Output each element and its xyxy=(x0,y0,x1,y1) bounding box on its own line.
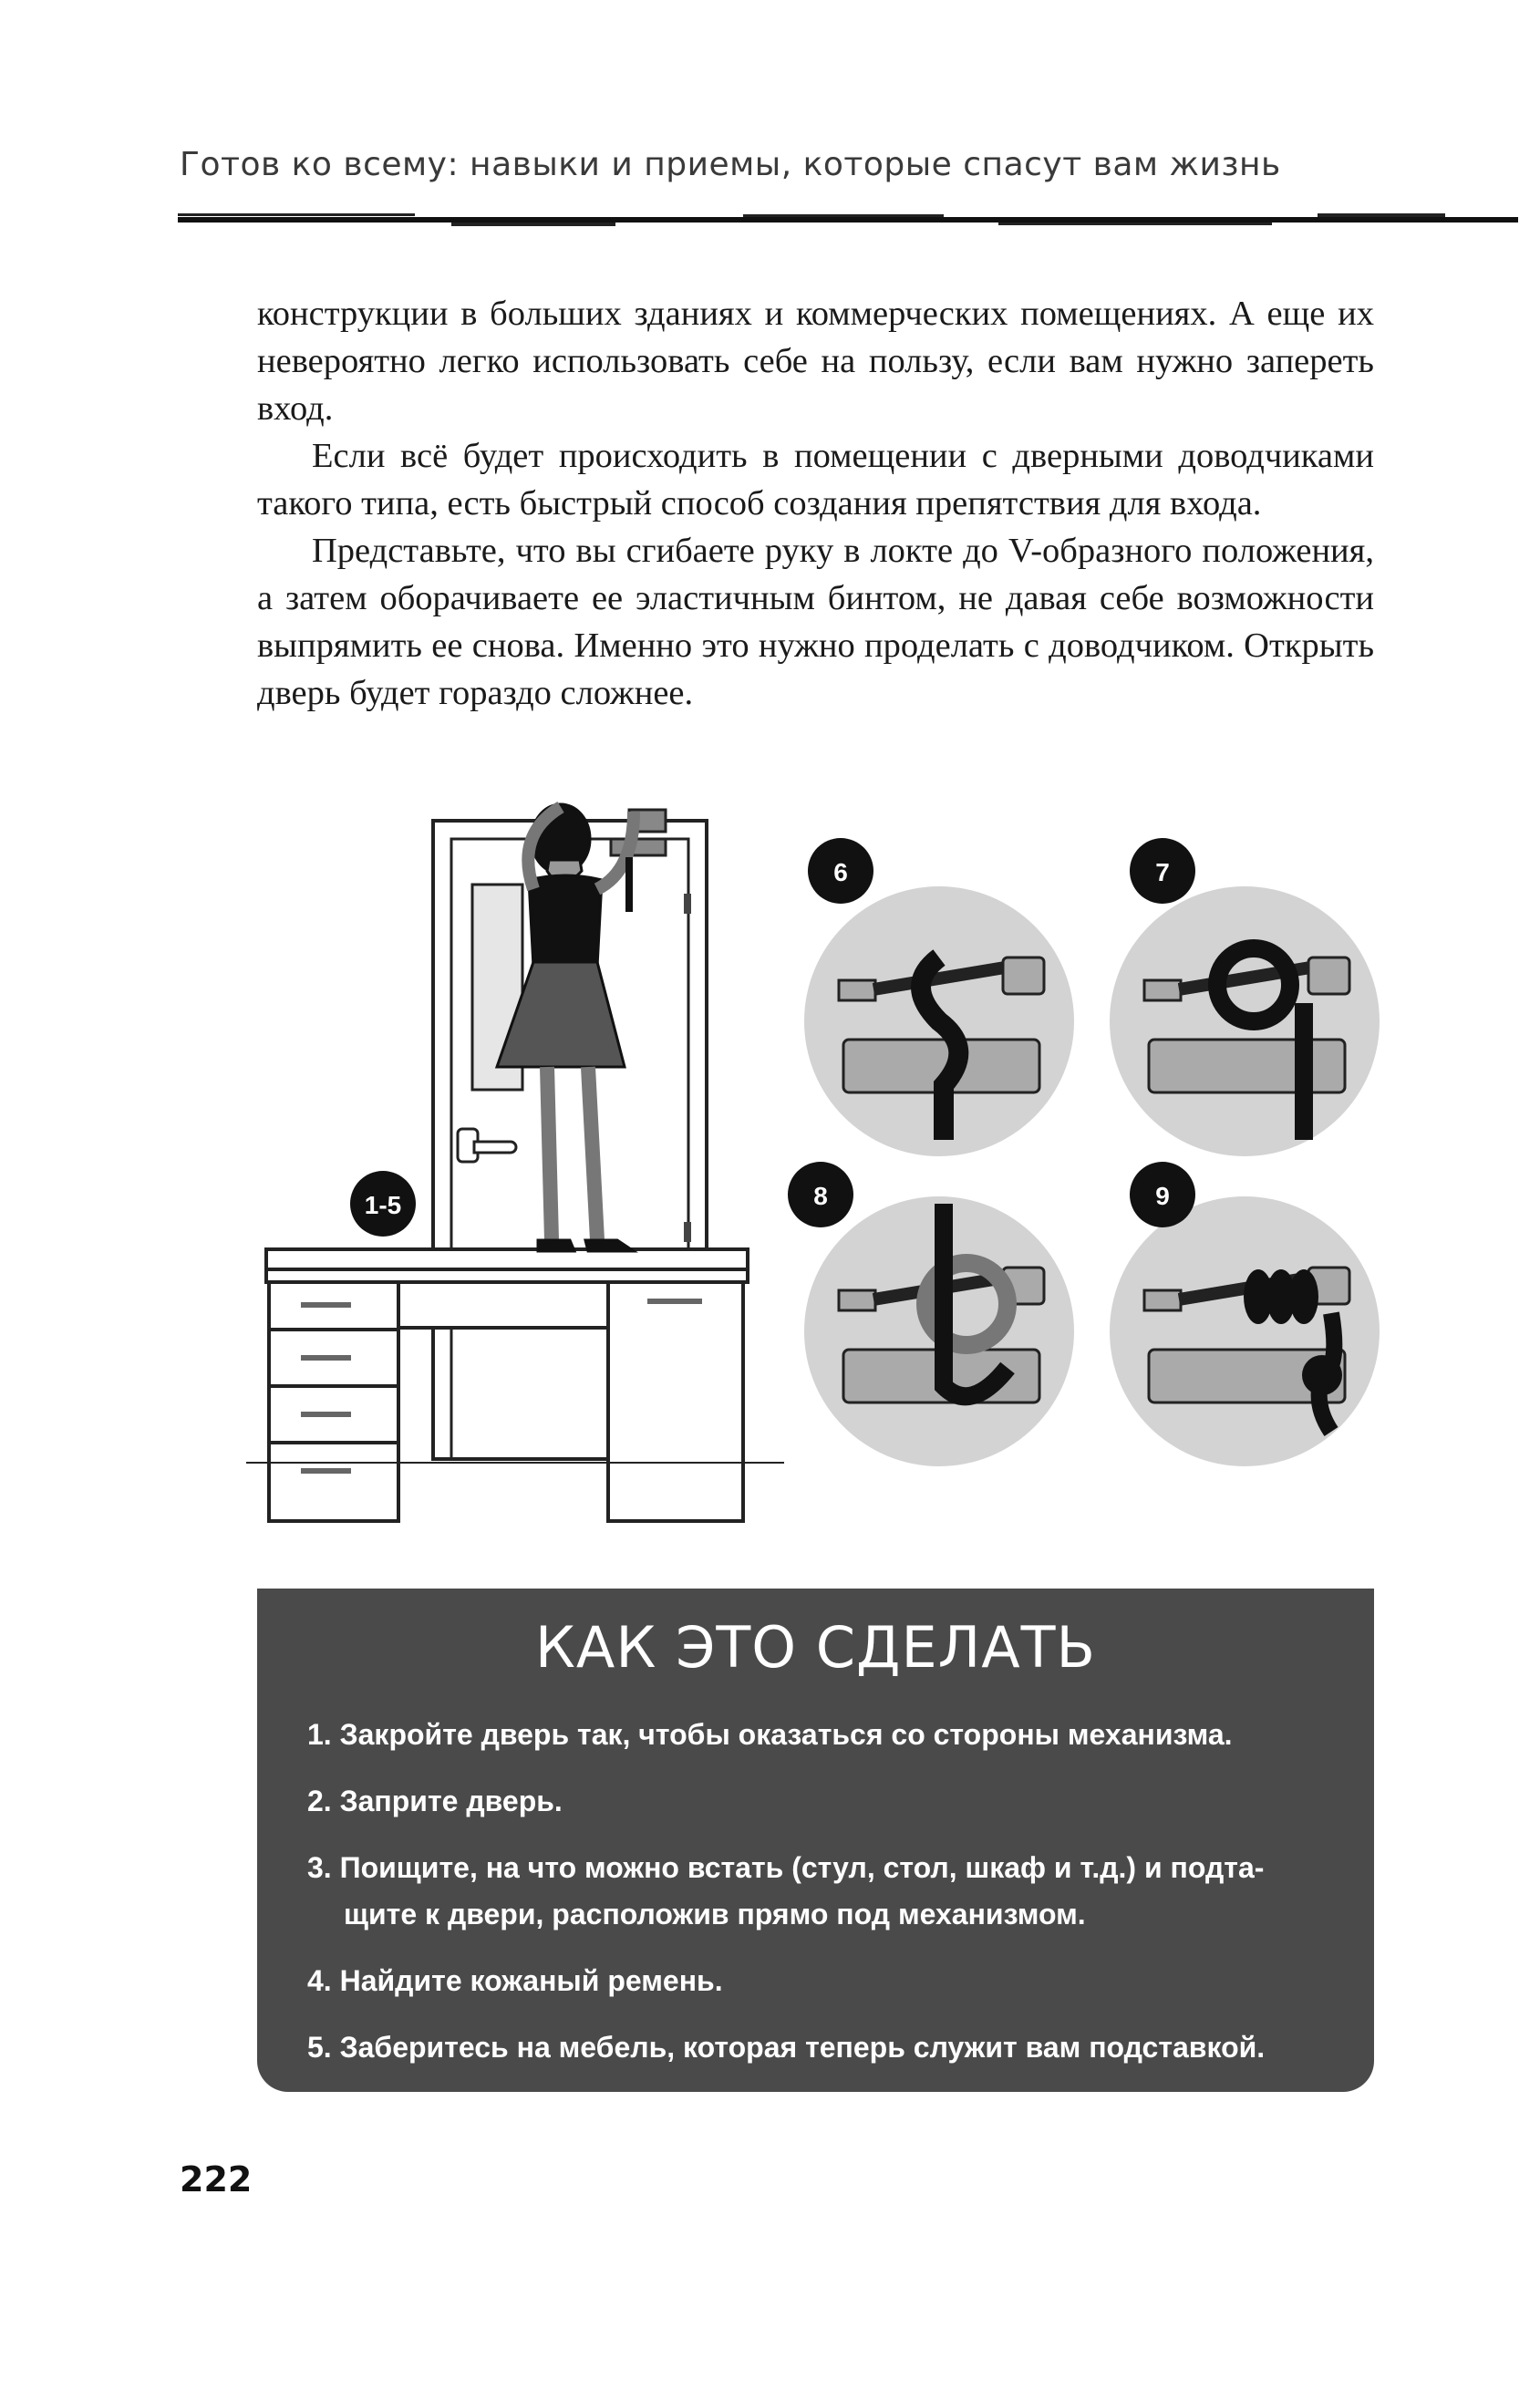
badge-label-6: 6 xyxy=(833,858,848,886)
step-circle-9 xyxy=(1110,1196,1380,1466)
badge-label-main: 1-5 xyxy=(364,1191,402,1219)
step-badge-main xyxy=(350,1171,416,1237)
step-2: 2. Заприте дверь. xyxy=(307,1785,563,1817)
step-badge-9 xyxy=(1130,1162,1195,1227)
paragraph-3: Представьте, что вы сгибаете руку в локте до V-образного положения, а затем оборачиваете ее эластичным бинтом, не давая себе возможности выпрямить ее снова. Именно это нужно проделать с доводчиком. Открыть дверь будет гораздо сложнее. xyxy=(257,532,1374,712)
step-3-line-2: щите к двери, расположив прямо под механизмом. xyxy=(344,1898,1086,1930)
how-to-steps xyxy=(307,1712,1338,2091)
step-1: 1. Закройте дверь так, чтобы оказаться со стороны механизма. xyxy=(307,1718,1233,1751)
page-number: 222 xyxy=(180,2159,253,2200)
step-circle-6 xyxy=(804,886,1074,1156)
door-handle xyxy=(458,1129,516,1162)
badge-label-7: 7 xyxy=(1155,858,1170,886)
how-to-title: КАК ЭТО СДЕЛАТЬ xyxy=(534,1614,1097,1681)
door-closer-illustration xyxy=(246,766,1386,1527)
step-badge-8 xyxy=(788,1162,853,1227)
paragraph-2: Если всё будет происходить в помещении с дверными доводчиками такого типа, есть быстрый способ создания препятствия для входа. xyxy=(257,437,1374,523)
desk xyxy=(246,1249,784,1521)
woman-figure xyxy=(497,804,634,1251)
step-badge-7 xyxy=(1130,838,1195,904)
step-badge-6 xyxy=(808,838,873,904)
step-5: 5. Заберитесь на мебель, которая теперь служит вам подставкой. xyxy=(307,2031,1266,2064)
header-rule xyxy=(178,212,1518,228)
running-header: Готов ко всему: навыки и приемы, которые спасут вам жизнь xyxy=(180,146,1281,183)
step-4: 4. Найдите кожаный ремень. xyxy=(307,1964,723,1997)
step-circle-8 xyxy=(804,1196,1074,1466)
how-to-panel xyxy=(257,1589,1374,2092)
step-3 xyxy=(307,1845,1338,1938)
badge-label-9: 9 xyxy=(1155,1182,1170,1210)
step-circle-7 xyxy=(1110,886,1380,1156)
body-text xyxy=(257,290,1374,717)
step-3-line-1: 3. Поищите, на что можно встать (стул, стол, шкаф и т.д.) и подта- xyxy=(307,1851,1265,1884)
paragraph-1: конструкции в больших зданиях и коммерческих помещениях. А еще их невероятно легко использовать себе на пользу, если вам нужно запереть вход. xyxy=(257,295,1374,428)
badge-label-8: 8 xyxy=(813,1182,828,1210)
